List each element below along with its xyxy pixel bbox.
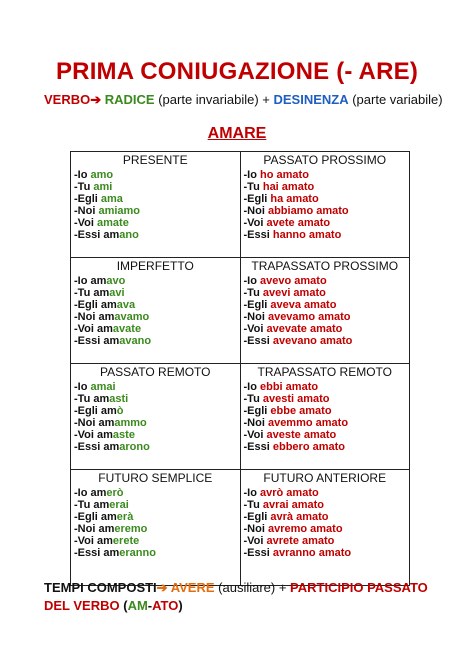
pronoun: -Tu [74, 393, 94, 405]
participle: amato [283, 193, 319, 205]
participle: amato [312, 417, 349, 429]
participle: amato [309, 441, 346, 453]
pronoun: -Noi [243, 417, 268, 429]
auxiliary: avevo [260, 275, 292, 287]
verb-stem: am [90, 275, 107, 287]
auxiliary: hai [262, 181, 279, 193]
pronoun: -Noi [243, 523, 268, 535]
verb-ending: ami [93, 181, 113, 193]
participle: amato [288, 499, 325, 511]
intro-radice-note: (parte invariabile) + [154, 92, 274, 107]
conjugation-line [74, 393, 237, 405]
conjugation-line [74, 181, 237, 193]
auxiliary: aveste [266, 429, 301, 441]
tense-cell-right [240, 152, 410, 258]
conjugation-line [244, 441, 407, 453]
conjugation-line [244, 229, 407, 241]
tense-cell-left [71, 258, 241, 364]
verb-ending: erete [112, 535, 140, 547]
verb-ending: eremo [114, 523, 148, 535]
participle: amato [294, 217, 331, 229]
pronoun: -Essi [243, 335, 273, 347]
verb-stem: am [100, 511, 117, 523]
verb-ending: ava [116, 299, 136, 311]
participle: amato [293, 511, 329, 523]
pronoun: -Tu [243, 287, 263, 299]
pronoun: -Tu [243, 499, 263, 511]
auxiliary: avremo [267, 523, 308, 535]
auxiliary: avevamo [267, 311, 316, 323]
conjugation-line [74, 299, 237, 311]
conjugation-line [244, 299, 407, 311]
conjugation-line [244, 323, 407, 335]
pronoun: -Essi [74, 547, 104, 559]
tense-row [71, 364, 410, 470]
footer-ato: ATO [152, 598, 179, 613]
pronoun: -Io [243, 487, 260, 499]
conjugation-line [74, 523, 237, 535]
verb-ending: ammo [114, 417, 147, 429]
pronoun: -Noi [243, 205, 268, 217]
verb-ending: amai [90, 381, 116, 393]
pronoun: -Egli [243, 511, 271, 523]
footer-text [44, 579, 444, 615]
conjugation-line [244, 169, 407, 181]
conjugation-line [74, 335, 237, 347]
participle: amato [300, 299, 337, 311]
auxiliary: avrà [270, 511, 294, 523]
verb-ending: avate [112, 323, 142, 335]
footer-dash: - [147, 598, 153, 613]
pronoun: -Io [74, 487, 91, 499]
conjugation-line [74, 429, 237, 441]
conjugation-line [74, 547, 237, 559]
conjugation-line [74, 311, 237, 323]
participle: amato [290, 287, 326, 299]
participle: amato [282, 381, 319, 393]
pronoun: -Voi [243, 429, 267, 441]
conjugation-line [74, 441, 237, 453]
conjugation-line [244, 181, 407, 193]
arrow-icon: ➔ [90, 92, 102, 107]
verb-ending: erà [116, 511, 134, 523]
verb-stem: am [98, 523, 115, 535]
pronoun: -Essi [74, 441, 104, 453]
verb-ending: ama [100, 193, 123, 205]
participle: amato [315, 547, 352, 559]
verb-stem: am [100, 299, 117, 311]
participle: amato [283, 487, 319, 499]
pronoun: -Voi [243, 535, 267, 547]
participle: amato [273, 169, 309, 181]
conjugation-line [244, 287, 407, 299]
conjugation-line [244, 217, 407, 229]
intro-verbo: VERBO [44, 92, 91, 107]
conjugation-line [244, 417, 407, 429]
conjugation-line [74, 323, 237, 335]
conjugation-line [74, 287, 237, 299]
verb-ending: amiamo [98, 205, 141, 217]
auxiliary: ebbi [260, 381, 283, 393]
tense-row [71, 258, 410, 364]
pronoun: -Essi [74, 335, 104, 347]
intro-text [44, 92, 444, 108]
verb-ending: amate [97, 217, 129, 229]
participle: amato [306, 323, 343, 335]
footer-paren-close: ) [178, 598, 183, 613]
participle: amato [316, 335, 353, 347]
verb-stem: am [90, 487, 107, 499]
conjugation-line [244, 547, 407, 559]
pronoun: -Essi [243, 441, 273, 453]
tense-name: PRESENTE [122, 153, 188, 167]
pronoun: -Egli [243, 193, 271, 205]
participle: amato [305, 229, 342, 241]
conjugation-table [70, 151, 410, 586]
pronoun: -Io [74, 169, 91, 181]
intro-desinenza-note: (parte variabile) [348, 92, 443, 107]
conjugation-line [244, 511, 407, 523]
pronoun: -Egli [243, 299, 271, 311]
verb-ending: avamo [114, 311, 150, 323]
tense-name: IMPERFETTO [116, 259, 194, 273]
verb-ending: erò [106, 487, 124, 499]
tense-cell-right [240, 258, 410, 364]
pronoun: -Tu [243, 393, 263, 405]
pronoun: -Noi [74, 311, 99, 323]
verb-stem: am [103, 441, 120, 453]
verb-ending: asti [109, 393, 129, 405]
tense-cell-right [240, 364, 410, 470]
auxiliary: avevi [262, 287, 291, 299]
pronoun: -Io [243, 381, 260, 393]
auxiliary: avrò [260, 487, 284, 499]
verb-stem: am [97, 323, 113, 335]
conjugation-line [244, 275, 407, 287]
pronoun: -Voi [74, 323, 98, 335]
verb-ending: ò [116, 405, 124, 417]
conjugation-line [74, 229, 237, 241]
tense-cell-left [71, 364, 241, 470]
verb-stem: am [103, 547, 120, 559]
tense-name: TRAPASSATO REMOTO [257, 365, 392, 379]
auxiliary: avrete [266, 535, 299, 547]
verb-stem: am [103, 335, 120, 347]
tense-name: PASSATO PROSSIMO [263, 153, 387, 167]
participle: amato [300, 429, 337, 441]
verb-ending: ano [119, 229, 139, 241]
auxiliary: abbiamo [267, 205, 314, 217]
verb-ending: amo [90, 169, 114, 181]
pronoun: -Io [243, 275, 260, 287]
participle: amato [278, 181, 315, 193]
pronoun: -Voi [243, 217, 267, 229]
tense-cell-left [71, 152, 241, 258]
verb-name: AMARE [207, 125, 267, 142]
verb-stem: am [93, 499, 110, 511]
conjugation-line [244, 205, 407, 217]
auxiliary: avranno [272, 547, 316, 559]
tense-cell-right [240, 470, 410, 586]
tense-name: PASSATO REMOTO [100, 365, 211, 379]
arrow-icon: ➔ [156, 580, 168, 595]
conjugation-line [244, 535, 407, 547]
tense-name: FUTURO ANTERIORE [263, 471, 387, 485]
verb-ending: eranno [119, 547, 156, 559]
conjugation-line [244, 487, 407, 499]
pronoun: -Egli [243, 405, 271, 417]
pronoun: -Noi [74, 523, 99, 535]
conjugation-line [74, 193, 237, 205]
auxiliary: ho [260, 169, 274, 181]
footer-paren-open: ( [119, 598, 128, 613]
auxiliary: ebbero [272, 441, 310, 453]
footer-avere: AVERE [167, 580, 215, 595]
auxiliary: avete [266, 217, 295, 229]
pronoun: -Tu [74, 499, 94, 511]
conjugation-line [74, 381, 237, 393]
verb-stem: am [97, 429, 113, 441]
conjugation-line [74, 535, 237, 547]
pronoun: -Essi [243, 547, 273, 559]
tense-cell-left [71, 470, 241, 586]
intro-desinenza: DESINENZA [273, 92, 349, 107]
pronoun: -Voi [74, 429, 98, 441]
tense-row [71, 152, 410, 258]
participle: amato [298, 535, 335, 547]
auxiliary: avemmo [267, 417, 313, 429]
conjugation-line [74, 405, 237, 417]
verb-ending: aste [112, 429, 135, 441]
conjugation-line [74, 499, 237, 511]
conjugation-line [74, 487, 237, 499]
verb-ending: arono [119, 441, 150, 453]
auxiliary: aveva [270, 299, 301, 311]
pronoun: -Egli [74, 405, 101, 417]
conjugation-line [244, 381, 407, 393]
conjugation-line [244, 335, 407, 347]
verb-stem: am [93, 287, 110, 299]
conjugation-line [244, 499, 407, 511]
pronoun: -Voi [74, 217, 98, 229]
pronoun: -Tu [243, 181, 263, 193]
participle: amato [307, 523, 343, 535]
pronoun: -Io [243, 169, 260, 181]
page-title: PRIMA CONIUGAZIONE (- ARE) [55, 58, 419, 85]
verb-ending: erai [109, 499, 129, 511]
pronoun: -Egli [74, 193, 101, 205]
pronoun: -Noi [74, 417, 99, 429]
participle: amato [291, 275, 327, 287]
pronoun: -Tu [74, 287, 94, 299]
conjugation-line [244, 193, 407, 205]
conjugation-line [244, 405, 407, 417]
pronoun: -Voi [74, 535, 98, 547]
pronoun: -Noi [243, 311, 268, 323]
verb-stem: am [98, 417, 115, 429]
footer-participio: PARTICIPIO PASSATO DEL VERBO [44, 580, 428, 613]
auxiliary: avevano [272, 335, 317, 347]
tense-name: FUTURO SEMPLICE [98, 471, 213, 485]
conjugation-line [244, 311, 407, 323]
conjugation-line [74, 205, 237, 217]
pronoun: -Essi [243, 229, 273, 241]
tense-row [71, 470, 410, 586]
pronoun: -Egli [74, 299, 101, 311]
verb-stem: am [98, 311, 115, 323]
conjugation-line [74, 217, 237, 229]
verb-stem: am [97, 535, 113, 547]
intro-radice: RADICE [104, 92, 155, 107]
conjugation-line [74, 511, 237, 523]
pronoun: -Tu [74, 181, 94, 193]
auxiliary: ebbe [270, 405, 297, 417]
conjugation-line [244, 429, 407, 441]
auxiliary: avesti [262, 393, 295, 405]
auxiliary: avrai [262, 499, 289, 511]
pronoun: -Essi [74, 229, 104, 241]
pronoun: -Noi [74, 205, 99, 217]
auxiliary: ha [270, 193, 284, 205]
conjugation-line [244, 393, 407, 405]
footer-am: AM [127, 598, 148, 613]
pronoun: -Io [74, 381, 91, 393]
footer-ausiliare: (ausiliare) + [214, 580, 291, 595]
verb-stem: am [103, 229, 120, 241]
verb-ending: avano [119, 335, 152, 347]
participle: amato [296, 405, 332, 417]
participle: amato [313, 205, 349, 217]
conjugation-line [74, 169, 237, 181]
conjugation-line [244, 523, 407, 535]
conjugation-line [74, 275, 237, 287]
auxiliary: avevate [266, 323, 307, 335]
pronoun: -Egli [74, 511, 101, 523]
pronoun: -Voi [243, 323, 267, 335]
tense-name: TRAPASSATO PROSSIMO [251, 259, 399, 273]
verb-ending: avi [109, 287, 125, 299]
verb-ending: avo [106, 275, 126, 287]
verb-stem: am [100, 405, 117, 417]
participle: amato [294, 393, 330, 405]
pronoun: -Io [74, 275, 91, 287]
footer-tempi: TEMPI COMPOSTI [44, 580, 157, 595]
auxiliary: hanno [272, 229, 306, 241]
conjugation-line [74, 417, 237, 429]
participle: amato [315, 311, 351, 323]
verb-stem: am [93, 393, 110, 405]
verb-heading [0, 125, 474, 143]
